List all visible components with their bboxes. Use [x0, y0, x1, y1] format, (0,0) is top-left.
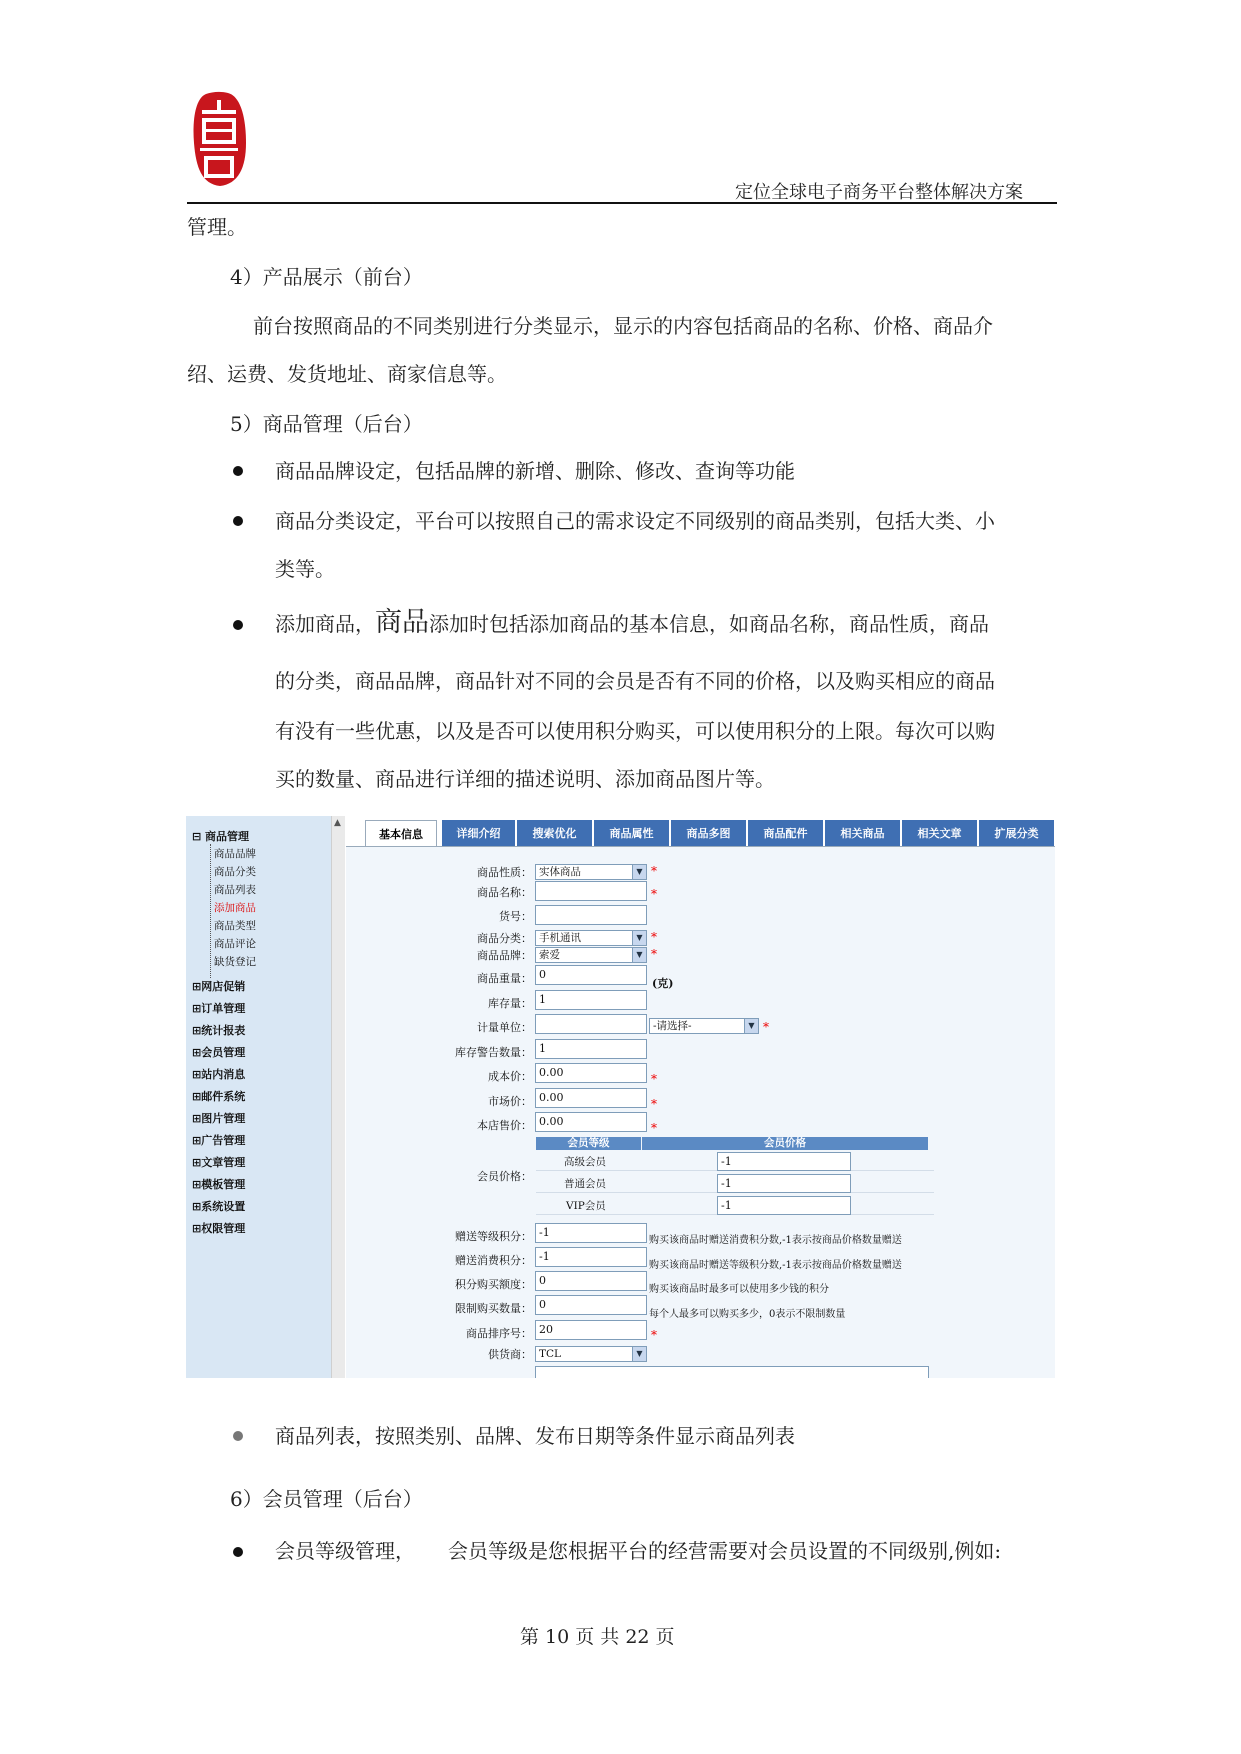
tab-basic-info[interactable]: 基本信息	[365, 820, 437, 847]
label-weight: 商品重量：	[477, 972, 532, 985]
member-price-input[interactable]: -1	[717, 1196, 851, 1215]
label-sort-order: 商品排序号：	[466, 1327, 532, 1340]
note-grade-points: 购买该商品时赠送消费积分数,-1表示按商品价格数量赠送	[649, 1235, 902, 1246]
bullet-add-product-line3: 有没有一些优惠，以及是否可以使用积分购买，可以使用积分的上限。每次可以购	[275, 719, 995, 743]
label-grade-points: 赠送等级积分：	[455, 1230, 532, 1243]
member-level-cell: 普通会员	[564, 1178, 606, 1190]
product-tabs	[365, 820, 1055, 847]
admin-nav-tree	[186, 816, 331, 1378]
required-mark: *	[651, 1072, 657, 1086]
tree-group-orders[interactable]: ⊞订单管理	[192, 1002, 246, 1015]
chevron-down-icon: ▼	[744, 1019, 758, 1033]
section-4-title: 4）产品展示（前台）	[230, 265, 423, 289]
tree-item-brand[interactable]: 商品品牌	[214, 848, 256, 860]
select-unit[interactable]: -请选择- ▼	[649, 1018, 759, 1034]
input-cost-price[interactable]: 0.00	[535, 1063, 647, 1083]
note-consume-points: 购买该商品时赠送等级积分数,-1表示按商品价格数量赠送	[649, 1260, 902, 1271]
tree-item-type[interactable]: 商品类型	[214, 920, 256, 932]
bullet-add-product-line4: 买的数量、商品进行详细的描述说明、添加商品图片等。	[275, 767, 775, 791]
member-price-input[interactable]: -1	[717, 1174, 851, 1193]
bullet-add-product-b: 添加时包括添加商品的基本信息，如商品名称，商品性质，商品	[429, 612, 989, 636]
tab-gallery[interactable]: 商品多图	[671, 820, 747, 847]
required-mark: *	[651, 1328, 657, 1342]
logo-seal	[188, 88, 250, 188]
bullet-member-level-b: 会员等级是您根据平台的经营需要对会员设置的不同级别,例如:	[448, 1539, 1002, 1563]
label-category: 商品分类：	[477, 932, 532, 945]
chevron-down-icon: ▼	[632, 1347, 646, 1361]
tree-group-ads[interactable]: ⊞广告管理	[192, 1134, 246, 1147]
tab-related-articles[interactable]: 相关文章	[902, 820, 978, 847]
tree-group-settings[interactable]: ⊞系统设置	[192, 1200, 246, 1213]
tree-item-category[interactable]: 商品分类	[214, 866, 256, 878]
tab-accessories[interactable]: 商品配件	[748, 820, 824, 847]
label-buy-limit: 限制购买数量：	[455, 1302, 532, 1315]
tree-group-messages[interactable]: ⊞站内消息	[192, 1068, 246, 1081]
tab-detail[interactable]: 详细介绍	[442, 820, 516, 847]
tree-group-mail[interactable]: ⊞邮件系统	[192, 1090, 246, 1103]
tree-item-stockout[interactable]: 缺货登记	[214, 956, 256, 968]
input-sort-order[interactable]: 20	[535, 1320, 647, 1340]
input-weight[interactable]: 0	[535, 965, 647, 985]
bullet-dot	[233, 620, 243, 630]
bullet-add-product-line2: 的分类，商品品牌，商品针对不同的会员是否有不同的价格，以及购买相应的商品	[275, 669, 995, 693]
section-4-paragraph-line1: 前台按照商品的不同类别进行分类显示，显示的内容包括商品的名称、价格、商品介	[253, 314, 993, 338]
label-nature: 商品性质：	[477, 866, 532, 879]
tree-group-templates[interactable]: ⊞模板管理	[192, 1178, 246, 1191]
paragraph-mgmt: 管理。	[187, 215, 247, 239]
label-unit: 计量单位：	[477, 1021, 532, 1034]
member-level-cell: 高级会员	[564, 1156, 606, 1168]
label-sku: 货号：	[499, 910, 532, 923]
label-shop-price: 本店售价：	[477, 1119, 532, 1132]
bullet-dot	[233, 466, 243, 476]
input-sku[interactable]	[535, 905, 647, 925]
input-market-price[interactable]: 0.00	[535, 1088, 647, 1108]
input-stock-warning[interactable]: 1	[535, 1039, 647, 1059]
required-mark: *	[651, 887, 657, 901]
input-unit[interactable]	[535, 1014, 647, 1034]
bullet-category-setting-line1: 商品分类设定，平台可以按照自己的需求设定不同级别的商品类别，包括大类、小	[275, 509, 995, 533]
label-stock: 库存量：	[488, 997, 532, 1010]
bullet-add-product-big: 商品	[375, 607, 429, 638]
scroll-up-arrow-icon[interactable]: ▲	[334, 818, 341, 828]
label-points-limit: 积分购买额度：	[455, 1278, 532, 1291]
basic-info-form	[346, 847, 1055, 1378]
note-buy-limit: 每个人最多可以购买多少，0表示不限制数量	[649, 1309, 846, 1320]
select-supplier[interactable]: TCL ▼	[535, 1346, 647, 1362]
tree-group-members[interactable]: ⊞会员管理	[192, 1046, 246, 1059]
section-6-title: 6）会员管理（后台）	[230, 1487, 423, 1511]
bullet-add-product-a: 添加商品，	[275, 612, 375, 636]
document-header-title: 定位全球电子商务平台整体解决方案	[735, 182, 1023, 203]
header-rule	[187, 202, 1057, 204]
section-4-paragraph-line2: 绍、运费、发货地址、商家信息等。	[187, 362, 507, 386]
label-stock-warning: 库存警告数量：	[455, 1046, 532, 1059]
tab-seo[interactable]: 搜索优化	[517, 820, 593, 847]
tree-item-list[interactable]: 商品列表	[214, 884, 256, 896]
description-textarea[interactable]	[535, 1366, 929, 1378]
select-nature[interactable]: 实体商品 ▼	[535, 864, 647, 880]
page-footer: 第 10 页 共 22 页	[520, 1626, 675, 1648]
required-mark: *	[651, 864, 657, 878]
required-mark: *	[651, 930, 657, 944]
select-category[interactable]: 手机通讯 ▼	[535, 930, 647, 946]
section-5-title: 5）商品管理（后台）	[230, 412, 423, 436]
member-price-table	[536, 1137, 928, 1211]
bullet-dot	[233, 516, 243, 526]
tree-group-articles[interactable]: ⊞文章管理	[192, 1156, 246, 1169]
label-name: 商品名称：	[477, 886, 532, 899]
tree-scrollbar[interactable]	[331, 816, 345, 1378]
chevron-down-icon: ▼	[632, 865, 646, 879]
tree-group-permissions[interactable]: ⊞权限管理	[192, 1222, 246, 1235]
bullet-category-setting-line2: 类等。	[275, 557, 335, 581]
chevron-down-icon: ▼	[632, 931, 646, 945]
bullet-add-product-line1	[275, 607, 989, 638]
label-consume-points: 赠送消费积分：	[455, 1254, 532, 1267]
required-mark: *	[651, 1121, 657, 1135]
tab-related-products[interactable]: 相关商品	[825, 820, 901, 847]
bullet-product-list: 商品列表，按照类别、品牌、发布日期等条件显示商品列表	[275, 1424, 795, 1448]
input-grade-points[interactable]: -1	[535, 1223, 647, 1243]
member-price-header: 会员价格	[642, 1137, 928, 1150]
member-price-input[interactable]: -1	[717, 1152, 851, 1171]
tab-extended-category[interactable]: 扩展分类	[979, 820, 1055, 847]
member-level-cell: VIP会员	[566, 1200, 606, 1212]
required-mark: *	[651, 1097, 657, 1111]
bullet-member-level-a: 会员等级管理，	[275, 1539, 415, 1563]
tree-group-images[interactable]: ⊞图片管理	[192, 1112, 246, 1125]
tab-attributes[interactable]: 商品属性	[594, 820, 670, 847]
required-mark: *	[651, 947, 657, 961]
input-stock[interactable]: 1	[535, 990, 647, 1010]
note-points-limit: 购买该商品时最多可以使用多少钱的积分	[649, 1284, 829, 1295]
label-market-price: 市场价：	[488, 1095, 532, 1108]
bullet-brand-setting: 商品品牌设定，包括品牌的新增、删除、修改、查询等功能	[275, 459, 795, 483]
label-brand: 商品品牌：	[477, 949, 532, 962]
tree-connector	[210, 844, 211, 978]
chevron-down-icon: ▼	[632, 948, 646, 962]
label-supplier: 供货商：	[488, 1348, 532, 1361]
input-consume-points[interactable]: -1	[535, 1247, 647, 1267]
tree-group-reports[interactable]: ⊞统计报表	[192, 1024, 246, 1037]
label-member-price: 会员价格：	[477, 1170, 532, 1183]
input-shop-price[interactable]: 0.00	[535, 1112, 647, 1132]
member-level-header: 会员等级	[536, 1137, 641, 1150]
tree-group-promotion[interactable]: ⊞网店促销	[192, 980, 246, 993]
label-cost-price: 成本价：	[488, 1070, 532, 1083]
tree-root-product-mgmt[interactable]: ⊟ 商品管理	[192, 830, 250, 843]
tree-item-comment[interactable]: 商品评论	[214, 938, 256, 950]
input-points-limit[interactable]: 0	[535, 1271, 647, 1291]
select-brand[interactable]: 索爱 ▼	[535, 947, 647, 963]
weight-unit: (克)	[652, 977, 674, 990]
tree-item-add-product[interactable]: 添加商品	[214, 902, 256, 914]
bullet-dot	[233, 1547, 243, 1557]
input-buy-limit[interactable]: 0	[535, 1295, 647, 1315]
required-mark: *	[763, 1020, 769, 1034]
input-name[interactable]	[535, 881, 647, 901]
bullet-dot	[233, 1431, 243, 1441]
